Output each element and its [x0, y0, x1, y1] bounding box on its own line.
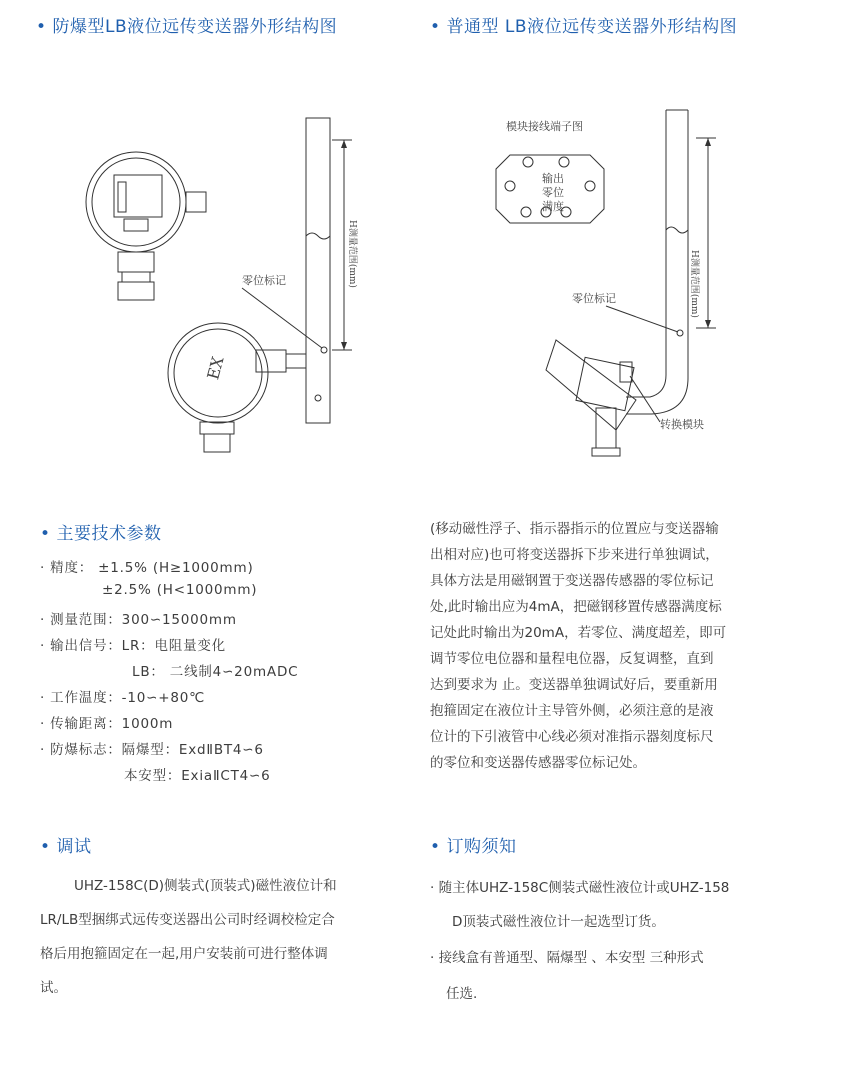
gauge-neck: [118, 252, 154, 272]
param-intrinsic-safe-mark: 本安型：ExiaⅡCT4∽6: [124, 768, 271, 784]
paragraph-line: 出相对应)也可将变送器拆下步来进行单独调试，: [430, 547, 719, 563]
mount-hole-left: [505, 181, 515, 191]
paragraph-line: 达到要求为 止。变送器单独调试好后，要重新用: [430, 677, 718, 693]
range-arrow-top: [705, 138, 711, 146]
paragraph-line: 处,此时输出应为4mA，把磁钢移置传感器满度标: [430, 599, 722, 615]
housing-gland: [204, 434, 230, 452]
debug-line: LR/LB型捆绑式远传变送器出公司时经调校检定合: [40, 912, 335, 928]
explosion-transmitter-diagram: [60, 100, 360, 460]
range-label: H测量范围(mm): [689, 250, 699, 318]
sensor-tube-right-edge: [626, 110, 688, 414]
terminal-block: [124, 219, 148, 231]
range-arrow-bottom: [705, 320, 711, 328]
paragraph-line: 的零位和变送器传感器零位标记处。: [430, 755, 646, 771]
terminal-label-zero: 零位: [542, 186, 564, 199]
heading-normal-diagram: • 普通型 LB液位远传变送器外形结构图: [430, 17, 738, 37]
housing-neck: [200, 422, 234, 434]
debug-line: 格后用抱箍固定在一起,用户安装前可进行整体调: [40, 946, 328, 962]
paragraph-line: 调节零位电位器和量程电位器，反复调整，直到: [430, 651, 714, 667]
heading-explosion-diagram: • 防爆型LB液位远传变送器外形结构图: [36, 17, 338, 37]
debug-line: UHZ-158C(D)侧装式(顶装式)磁性液位计和: [74, 878, 337, 894]
paragraph-line: 具体方法是用磁钢置于变送器传感器的零位标记: [430, 573, 714, 589]
output-screw-2: [559, 157, 569, 167]
side-port: [186, 192, 206, 212]
param-explosion-mark: · 防爆标志：隔爆型：ExdⅡBT4∽6: [40, 742, 264, 758]
converter-module-label: 转换模块: [660, 418, 704, 431]
heading-tech-params: • 主要技术参数: [40, 524, 162, 544]
paragraph-line: 抱箍固定在液位计主导管外侧，必须注意的是液: [430, 703, 714, 719]
param-measuring-range: · 测量范围：300∽15000mm: [40, 612, 237, 628]
sensor-tube: [306, 118, 330, 423]
terminal-label-span: 满度: [542, 200, 564, 213]
mount-hole-right: [585, 181, 595, 191]
output-screw-1: [523, 157, 533, 167]
param-output-signal-lb: LB： 二线制4∽20mADC: [132, 664, 299, 680]
zero-mark-label: 零位标记: [572, 292, 616, 305]
debug-line: 试。: [40, 980, 67, 996]
paragraph-line: 位计的下引液管中心线必须对准指示器刻度标尺: [430, 729, 714, 745]
gauge-base: [118, 282, 154, 300]
module-terminal-label: 模块接线端子图: [506, 120, 583, 133]
junction-box-lid: [546, 340, 636, 430]
gland-nut: [592, 448, 620, 456]
zero-mark-leader: [606, 306, 678, 332]
housing-nipple: [286, 354, 306, 368]
range-arrow-top: [341, 140, 347, 148]
tube-break-mark: [666, 227, 688, 233]
gauge-outer-ring: [86, 152, 186, 252]
param-accuracy-small-range: ±2.5% (H<1000mm): [102, 582, 258, 598]
terminal-label-strip: [118, 182, 126, 212]
display-window: [114, 175, 162, 217]
tube-bottom-dot: [315, 395, 321, 401]
terminal-label-output: 输出: [542, 172, 564, 185]
ex-mark: EX: [203, 354, 228, 382]
paragraph-line: 记处此时输出为20mA，若零位、满度超差，即可: [430, 625, 727, 641]
zero-point-dot: [677, 330, 683, 336]
gauge-nut: [122, 272, 150, 282]
order-line: · 接线盒有普通型、隔爆型 、本安型 三种形式: [430, 950, 704, 966]
paragraph-line: (移动磁性浮子、指示器指示的位置应与变送器输: [430, 521, 719, 537]
gauge-inner-ring: [92, 158, 180, 246]
tube-break-mark: [306, 233, 330, 239]
heading-order: • 订购须知: [430, 837, 517, 857]
param-working-temperature: · 工作温度：-10∽+80℃: [40, 690, 206, 706]
param-transmission-distance: · 传输距离：1000m: [40, 716, 174, 732]
param-output-signal: · 输出信号：LR：电阻量变化: [40, 638, 226, 654]
param-accuracy: · 精度： ±1.5% (H≥1000mm): [40, 560, 254, 576]
normal-transmitter-diagram: [470, 100, 800, 465]
range-arrow-bottom: [341, 342, 347, 350]
zero-mark-label: 零位标记: [242, 274, 286, 287]
zero-screw: [521, 207, 531, 217]
order-line: 任选.: [446, 986, 478, 1002]
order-line: · 随主体UHZ-158C侧装式磁性液位计或UHZ-158: [430, 880, 730, 896]
sensor-tube-left-edge: [626, 110, 666, 397]
order-line: D顶装式磁性液位计一起选型订货。: [452, 914, 665, 930]
heading-debug: • 调试: [40, 837, 92, 857]
range-label: H测量范围(mm): [347, 220, 357, 288]
